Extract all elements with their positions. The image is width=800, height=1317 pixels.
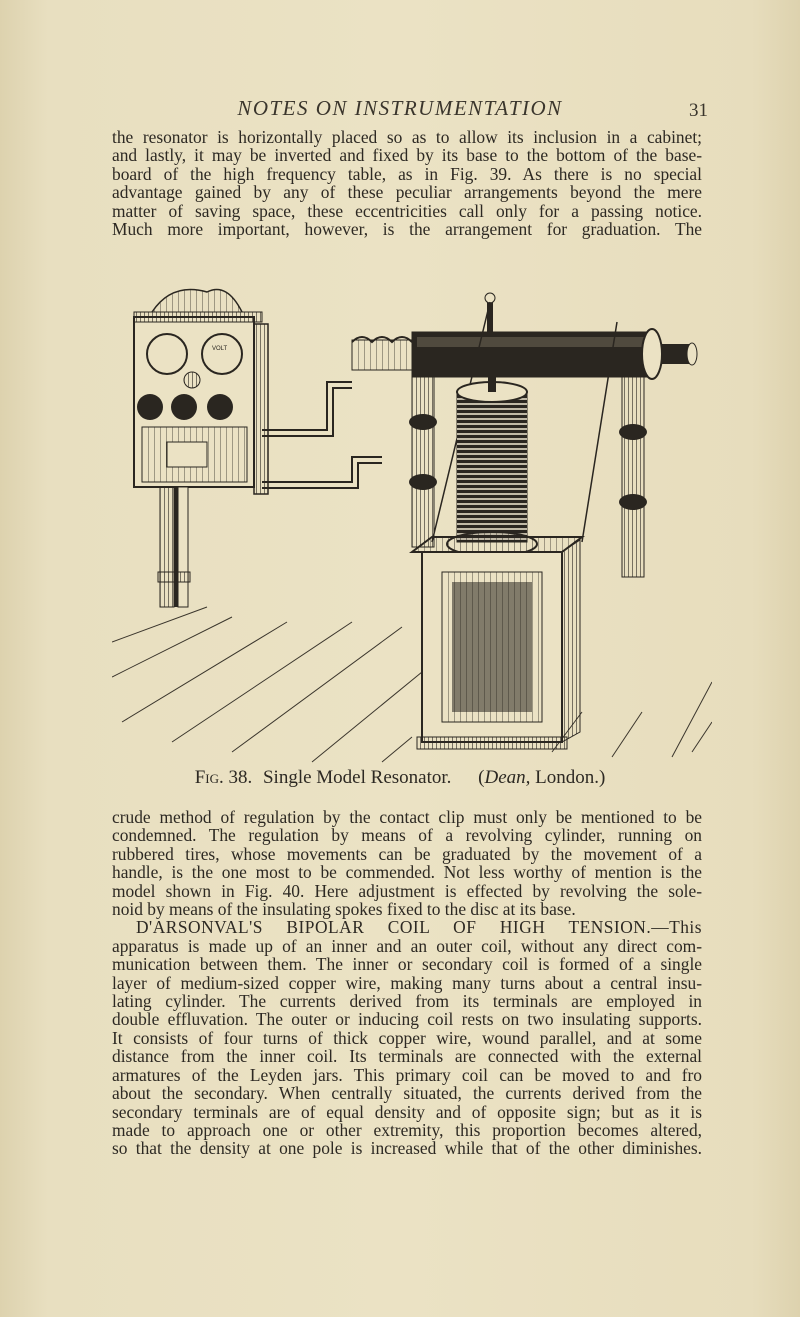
text-line: Much more important, however, is the arrangement for graduation. The bbox=[112, 219, 702, 240]
text-line: armatures of the Leyden jars. This primary coil can be moved to and fro bbox=[112, 1064, 702, 1085]
pedestal-cabinet bbox=[412, 537, 582, 749]
text-line: and lastly, it may be inverted and fixed by its base to the bottom of the base- bbox=[112, 145, 702, 166]
volt-meter-label: VOLT bbox=[212, 346, 228, 352]
text-line: model shown in Fig. 40. Here adjustment is effected by revolving the sole- bbox=[112, 880, 702, 901]
text-line: condemned. The regulation by means of a revolving cylinder, running on bbox=[112, 825, 702, 846]
top-paragraph bbox=[112, 128, 702, 238]
figure-label: Fig. 38. bbox=[194, 767, 253, 788]
text-line: munication between them. The inner or secondary coil is formed of a single bbox=[112, 954, 702, 975]
resonator-illustration bbox=[112, 282, 712, 782]
page-number: 31 bbox=[689, 100, 708, 121]
text-line: distance from the inner coil. Its terminals are connected with the external bbox=[112, 1046, 702, 1067]
text-line: board of the high frequency table, as in Fig. 39. As there is no special bbox=[112, 163, 702, 184]
text-line: about the secondary. When centrally situated, the currents derived from the bbox=[112, 1083, 702, 1104]
text-line: layer of medium-sized copper wire, making many turns about a central insu- bbox=[112, 972, 702, 993]
text-line: matter of saving space, these eccentricities call only for a passing notice. bbox=[112, 200, 702, 221]
text-line: secondary terminals are of equal density and of opposite sign; but as it is bbox=[112, 1101, 702, 1122]
text-line: lating cylinder. The currents derived from its terminals are employed in bbox=[112, 991, 702, 1012]
connecting-wires bbox=[262, 382, 382, 488]
text-line: rubbered tires, whose movements can be graduated by the movement of a bbox=[112, 843, 702, 864]
text-line: the resonator is horizontally placed so as to allow its inclusion in a cabinet; bbox=[112, 127, 702, 147]
text-line: double effluvation. The outer or inducing coil rests on two insulating supports. bbox=[112, 1009, 702, 1030]
figure-title: Single Model Resonator. bbox=[262, 767, 452, 788]
text-line: made to approach one or other extremity, this proportion becomes altered, bbox=[112, 1119, 702, 1140]
control-cabinet bbox=[134, 290, 268, 608]
text-line: so that the density at one pole is increased while that of the other diminishes. bbox=[112, 1138, 702, 1159]
text-line: apparatus is made up of an inner and an outer coil, without any direct com- bbox=[112, 935, 702, 956]
text-line: noid by means of the insulating spokes fixed to the disc at its base. bbox=[112, 899, 576, 920]
text-line: advantage gained by any of these peculiar arrangements beyond the mere bbox=[112, 182, 702, 203]
figure-caption bbox=[0, 767, 800, 789]
text-line: handle, is the one most to be commended. Not less worthy of mention is the bbox=[112, 862, 702, 883]
text-line: crude method of regulation by the contact clip must only be mentioned to be bbox=[112, 807, 702, 827]
figure-credit: (Dean, London.) bbox=[478, 767, 606, 788]
floor-lines bbox=[112, 607, 712, 762]
text-line: It consists of four turns of thick copper wire, wound parallel, and at some bbox=[112, 1027, 702, 1048]
bottom-paragraph bbox=[112, 808, 702, 1158]
vertical-solenoid bbox=[447, 372, 537, 556]
running-title: NOTES ON INSTRUMENTATION bbox=[237, 96, 563, 120]
section-heading-line: D'ARSONVAL'S BIPOLAR COIL OF HIGH TENSION.—This bbox=[136, 917, 702, 938]
